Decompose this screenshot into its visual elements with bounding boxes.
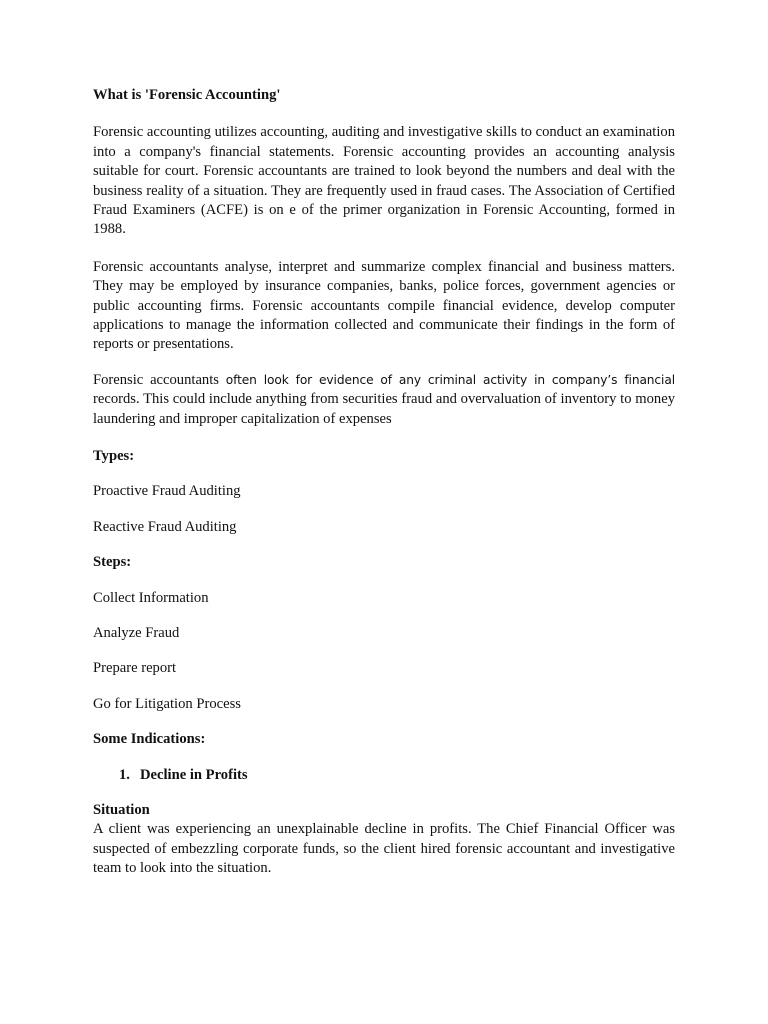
steps-heading: Steps: [93,554,132,571]
types-heading: Types: [93,448,135,465]
steps-item: Analyze Fraud [93,625,180,642]
types-item: Proactive Fraud Auditing [93,483,241,500]
paragraph-evidence-rest: records. This could include anything from securities fraud and overvaluation of inventory to money laundering and improper capitalization of expenses [93,391,675,427]
document-page [93,86,675,879]
indications-heading: Some Indications: [93,731,206,748]
steps-item: Go for Litigation Process [93,695,241,712]
paragraph-role: Forensic accountants analyse, interpret and summarize complex financial and business matters. They may be employed by insurance companies, banks, police forces, government agencies or public accounting firms. Forensic accountants compile financial evidence, develop computer applications to manage the information collected and communicate their findings in the form of reports or presentations. [93,258,675,353]
paragraph-evidence-sans: often look for evidence of any criminal activity in company’s financial [225,372,675,387]
document-title: What is 'Forensic Accounting' [93,87,281,103]
situation-heading: Situation [93,802,150,818]
types-item: Reactive Fraud Auditing [93,518,237,535]
indication-number: 1. [119,766,130,783]
steps-item: Prepare report [93,660,177,677]
indication-item [119,766,675,785]
indication-label: Decline in Profits [140,766,248,783]
paragraph-definition: Forensic accounting utilizes accounting, auditing and investigative skills to conduct an examination into a company's financial statements. Forensic accounting provides an accounting analysis suitable for court. Forensic accountants are trained to look beyond the numbers and deal with the business reality of a situation. They are frequently used in fraud cases. The Association of Certified Fraud Examiners (ACFE) is on e of the primer organization in Forensic Accounting, formed in 1988. [93,124,675,238]
paragraph-evidence-lead: Forensic accountants [93,371,226,388]
situation-text: A client was experiencing an unexplainable decline in profits. The Chief Financial Officer was suspected of embezzling corporate funds, so the client hired forensic accountant and investigative team to look into the situation. [93,821,675,877]
paragraph-evidence [93,371,675,429]
steps-item: Collect Information [93,589,209,606]
